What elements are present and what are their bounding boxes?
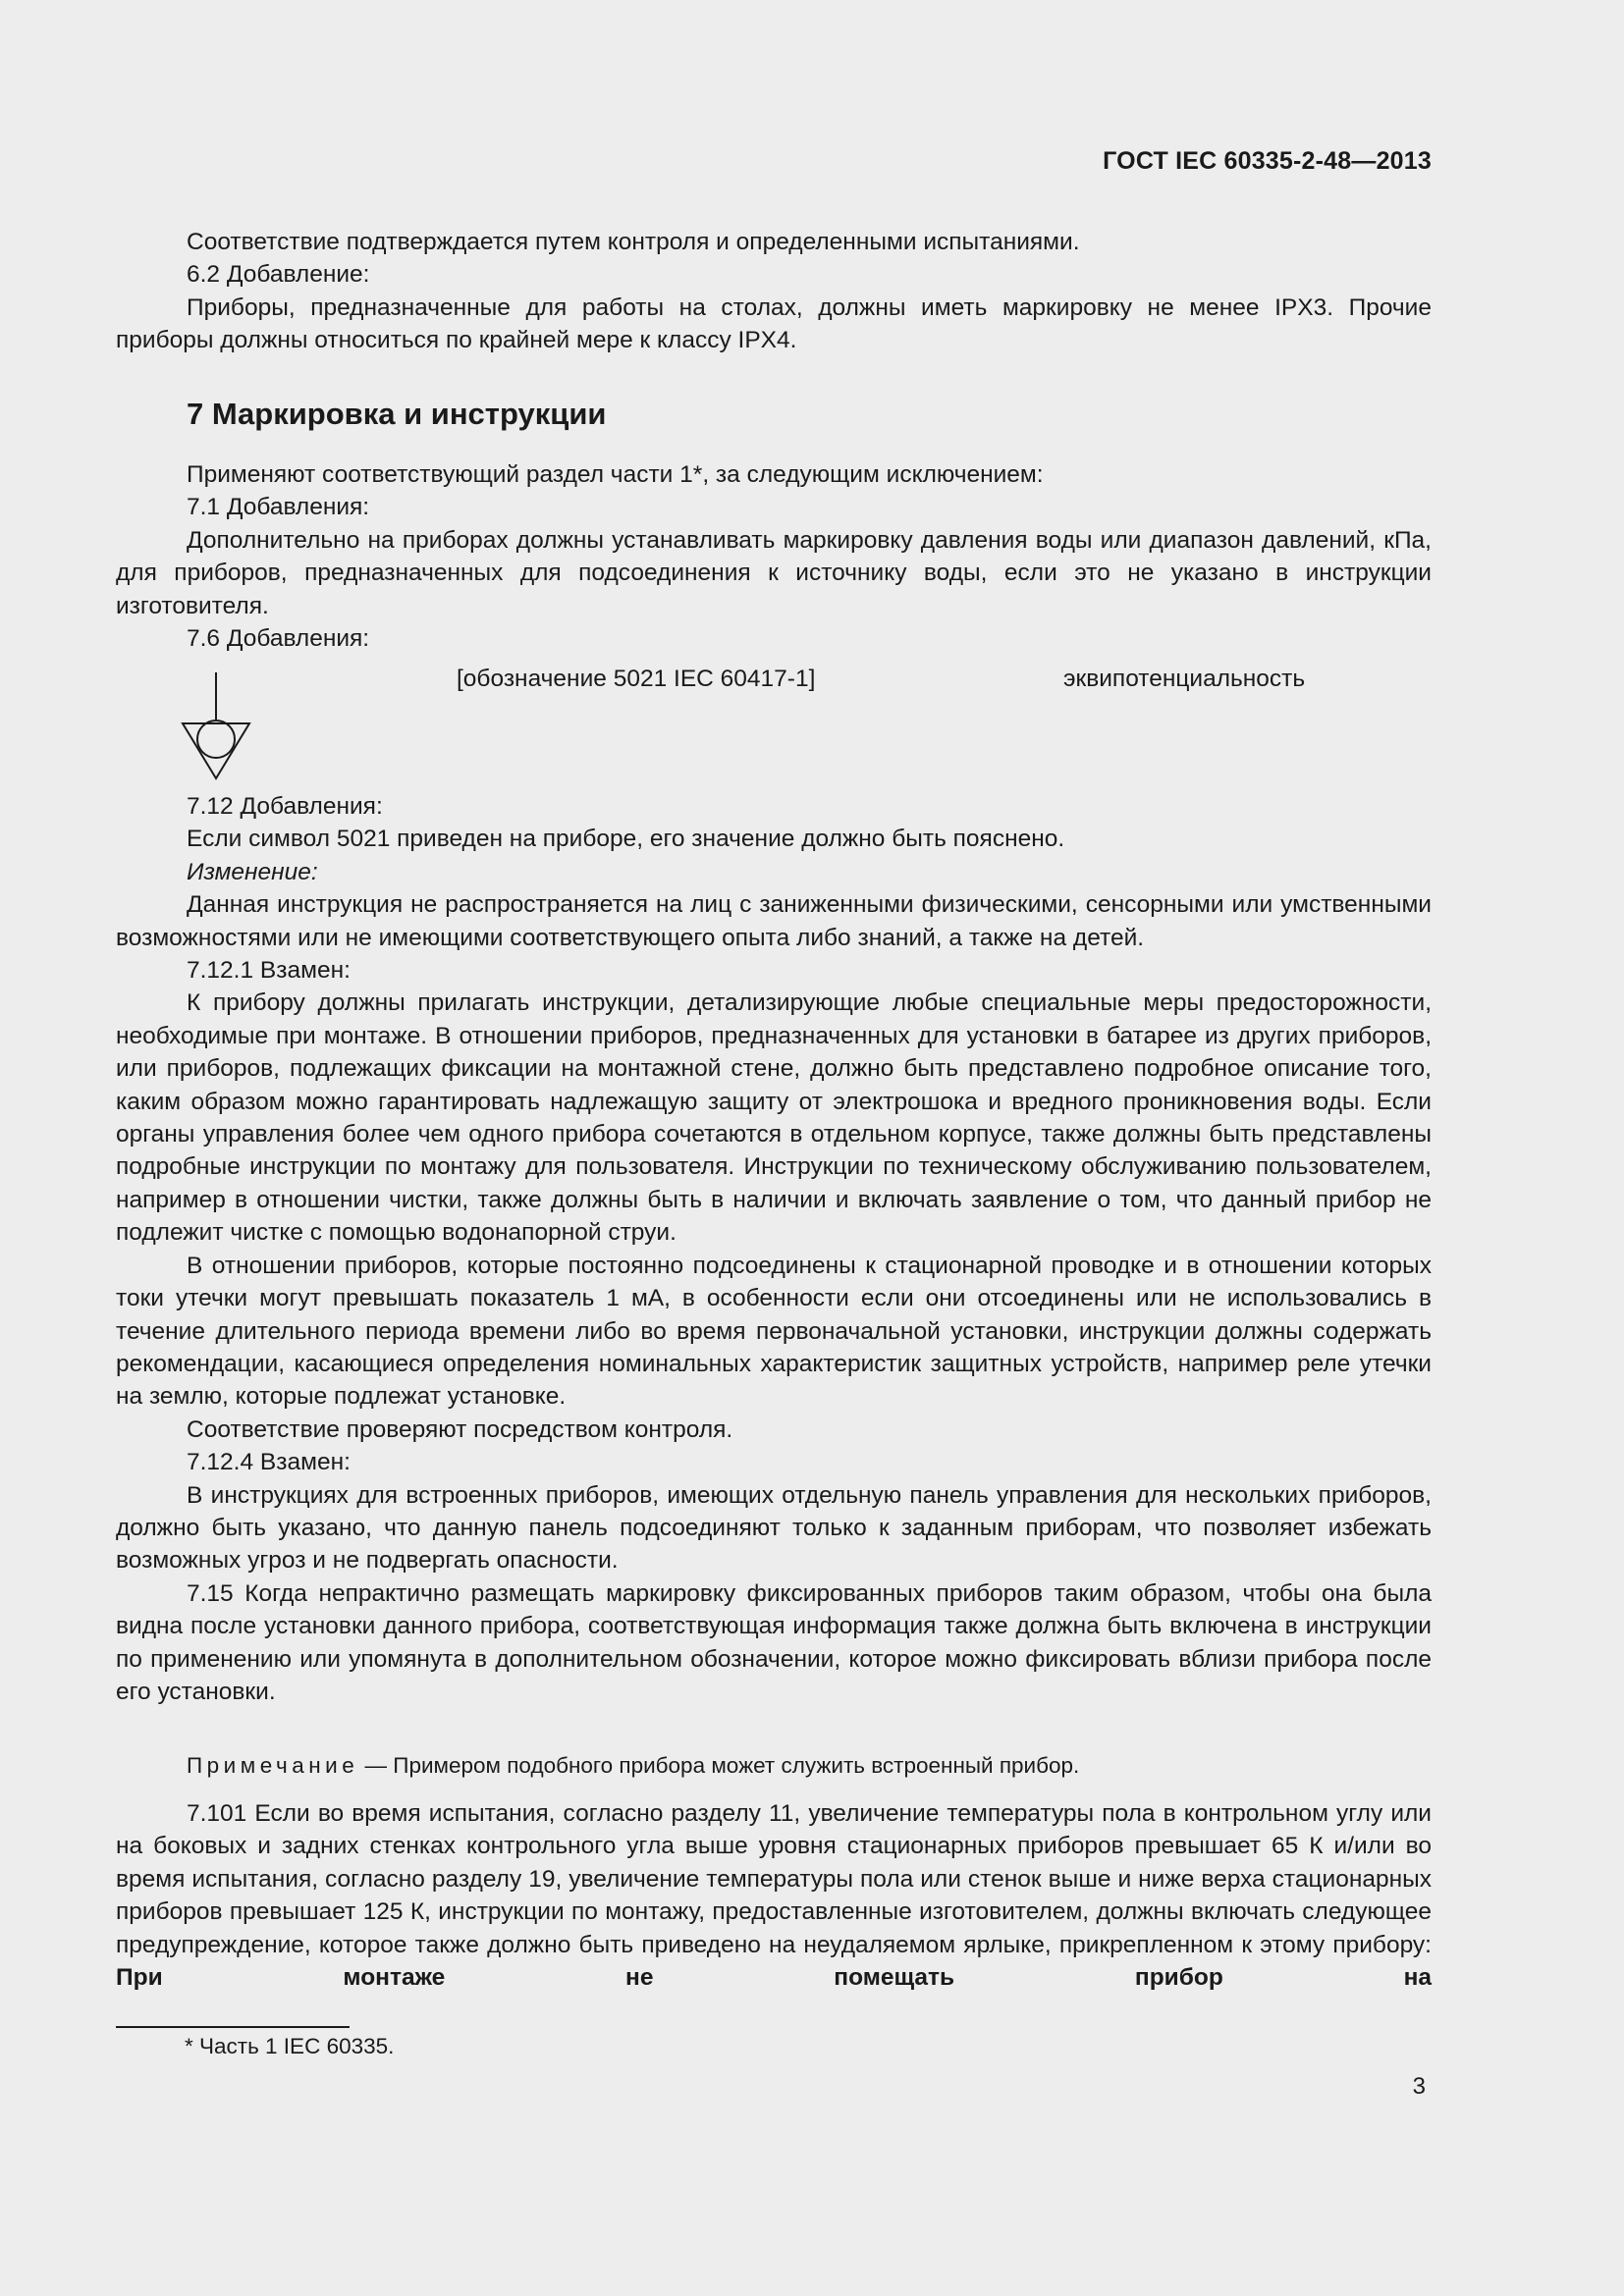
section-title: 7 Маркировка и инструкции <box>187 397 607 431</box>
paragraph: Если символ 5021 приведен на приборе, его значение должно быть пояснено. <box>187 826 1065 853</box>
footnote: * Часть 1 IEC 60335. <box>185 2034 395 2058</box>
page-number: 3 <box>1412 2073 1426 2100</box>
paragraph-text: 7.101 Если во время испытания, согласно разделу 11, увеличение температуры пола в контрольном углу или на боковых и задних стенках контрольного угла выше уровня стационарных приборов превышает 65 К и/или во время испытания, согласно разделу 19, увеличение температуры пола или стенок выше и ниже верха стационарных приборов превышает 125 К, инструкции по монтажу, предоставленные изготовителем, должны включать следующее предупреждение, которое также должно быть приведено на неудаляемом ярлыке, прикрепленном к этому прибору: <box>116 1800 1432 1958</box>
paragraph: В инструкциях для встроенных приборов, имеющих отдельную панель управления для нескольких приборов, должно быть указано, что данную панель подсоединяют только к заданным приборам, что позволяет избежать возможных угроз и не подвергать опасности. <box>116 1481 1432 1575</box>
paragraph: В отношении приборов, которые постоянно подсоединены к стационарной проводке и в отношении которых токи утечки могут превышать показатель 1 мА, в особенности если они отсоединены или не использовались в течение длительного периода времени либо во время первоначальной установки, инструкции должны содержать рекомендации, касающиеся определения номинальных характеристик защитных устройств, например реле утечки на землю, которые подлежат установке. <box>116 1252 1432 1411</box>
symbol-row <box>116 666 1432 781</box>
document-header: ГОСТ IEC 60335-2-48—2013 <box>1103 147 1432 175</box>
intro-block <box>116 226 1432 357</box>
document-page <box>116 0 1432 2296</box>
clause-heading: 7.1 Добавления: <box>187 494 370 521</box>
clause-heading: 7.12.4 Взамен: <box>187 1449 351 1476</box>
paragraph: К прибору должны прилагать инструкции, детализирующие любые специальные меры предосторожности, необходимые при монтаже. В отношении приборов, предназначенных для установки в батарее из других приборов, или приборов, подлежащих фиксации на монтажной стене, должно быть представлено подробное описание того, каким образом можно гарантировать надлежащую защиту от электрошока и вредного проникновения воды. Если органы управления более чем одного прибора сочетаются в отдельном корпусе, также должны быть представлены подробные инструкции по монтажу для пользователя. Инструкции по техническому обслуживанию пользователем, например в отношении чистки, также должны быть в наличии и включать заявление о том, что данный прибор не подлежит чистке с помощью водонапорной струи. <box>116 989 1432 1247</box>
symbol-name: эквипотенциальность <box>1063 666 1306 692</box>
clause-heading: 7.12 Добавления: <box>187 793 383 820</box>
paragraph: Соответствие подтверждается путем контроля и определенными испытаниями. <box>187 229 1080 255</box>
footnote-separator <box>116 2026 350 2028</box>
symbol-code: [обозначение 5021 IEC 60417-1] <box>457 666 816 692</box>
paragraph: 7.15 Когда непрактично размещать маркировку фиксированных приборов таким образом, чтобы она была видна после установки данного прибора, соответствующая информация также должна быть включена в инструкции по применению или упомянута в дополнительном обозначении, которое можно фиксировать вблизи прибора после его установки. <box>116 1579 1432 1705</box>
warning-text: При монтаже не помещать прибор на <box>116 1964 1432 1992</box>
paragraph: Соответствие проверяют посредством контроля. <box>187 1415 733 1443</box>
note-dash: — <box>364 1753 387 1778</box>
note-text: Примером подобного прибора может служить встроенный прибор. <box>393 1753 1080 1778</box>
section-7-101-block <box>116 1797 1432 1994</box>
clause-heading: 6.2 Добавление: <box>187 261 370 289</box>
section-7-block <box>116 458 1432 655</box>
paragraph <box>116 1797 1432 1994</box>
clause-heading: 7.6 Добавления: <box>187 625 370 653</box>
section-7-12-block <box>116 790 1432 1708</box>
paragraph: Приборы, предназначенные для работы на столах, должны иметь маркировку не менее IPX3. Прочие приборы должны относиться по крайней мере к классу IPX4. <box>116 294 1432 354</box>
paragraph: Данная инструкция не распространяется на лиц с заниженными физическими, сенсорными или умственными возможностями или не имеющими соответствующего опыта либо знаний, а также на детей. <box>116 891 1432 951</box>
paragraph: Дополнительно на приборах должны устанавливать маркировку давления воды или диапазон давлений, кПа, для приборов, предназначенных для подсоединения к источнику воды, если это не указано в инструкции изготовителя. <box>116 526 1432 619</box>
clause-heading: 7.12.1 Взамен: <box>187 957 351 985</box>
note <box>187 1753 1079 1779</box>
change-label: Изменение: <box>187 858 318 885</box>
equipotentiality-symbol-icon <box>181 672 251 780</box>
note-label: Примечание <box>187 1753 359 1778</box>
paragraph: Применяют соответствующий раздел части 1*, за следующим исключением: <box>187 461 1044 488</box>
